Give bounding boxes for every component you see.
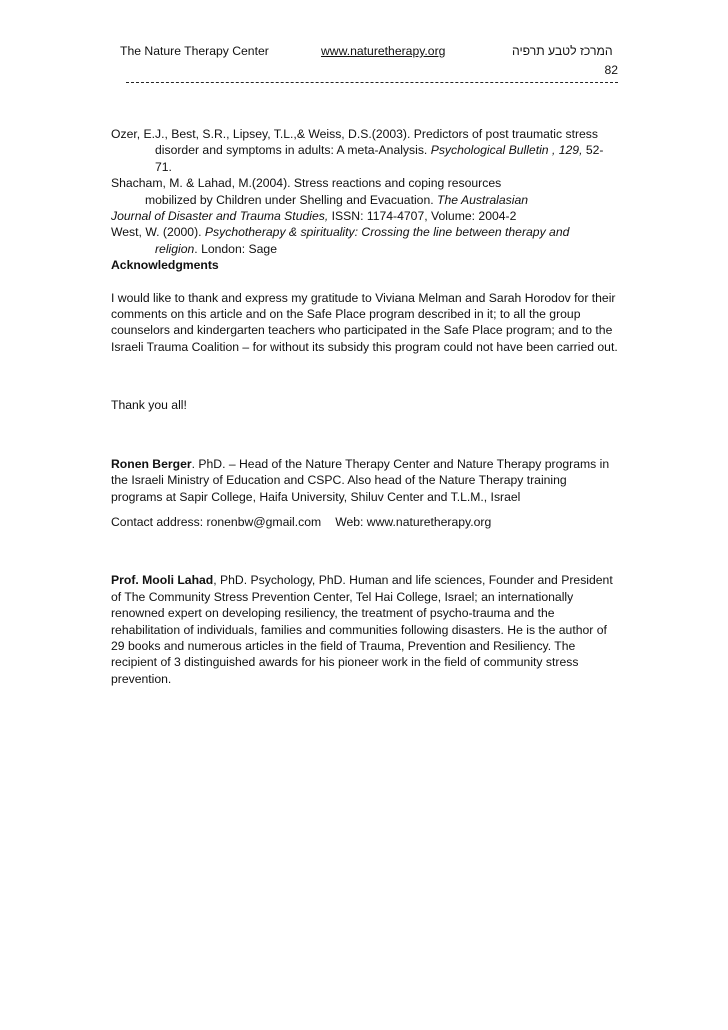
reference-ozer (111, 126, 621, 175)
reference-line: Ozer, E.J., Best, S.R., Lipsey, T.L.,& Weiss, D.S.(2003). Predictors of post traumatic stress (111, 127, 598, 141)
reference-text: . London: Sage (194, 241, 277, 256)
reference-text: ISSN: 1174-4707, Volume: 2004-2 (328, 209, 517, 224)
thanks-line: Thank you all! (111, 398, 187, 413)
reference-text: 52- (582, 143, 604, 158)
header-organization: The Nature Therapy Center (120, 44, 269, 58)
reference-text: West, W. (2000). (111, 225, 205, 240)
author-name: Prof. Mooli Lahad (111, 573, 214, 588)
reference-line (111, 241, 621, 257)
main-content (111, 126, 621, 687)
reference-shacham (111, 175, 621, 224)
author-name: Ronen Berger (111, 456, 192, 471)
author-bio-berger (111, 456, 621, 505)
reference-line: Shacham, M. & Lahad, M.(2004). Stress reactions and coping resources (111, 176, 502, 191)
contact-line (111, 514, 621, 530)
header-divider (126, 82, 618, 83)
contact-email[interactable]: Contact address: ronenbw@gmail.com (111, 514, 322, 529)
header-website-link[interactable]: www.naturetherapy.org (321, 44, 446, 58)
contact-website[interactable]: Web: www.naturetherapy.org (335, 514, 492, 529)
reference-line (111, 224, 621, 240)
header-hebrew-title: המרכז לטבע תרפיה (512, 44, 613, 58)
reference-line (111, 208, 621, 224)
author-bio-text: , PhD. Psychology, PhD. Human and life sciences, Founder and President of The Community Stress Prevention Center, Tel Hai College, Israel; an internationally renowned expert on developing resiliency, the treatment of psycho-trauma and the rehabilitation of individuals, families and communities following disasters. He is the author of 29 books and numerous articles in the field of Trauma, Prevention and Resiliency. The recipient of 3 distinguished awards for his pioneer work in the field of community stress prevention. (111, 573, 613, 686)
page-number: 82 (604, 63, 618, 77)
reference-line: 71. (155, 159, 172, 174)
reference-journal: The Australasian (437, 192, 529, 207)
reference-journal: Journal of Disaster and Trauma Studies, (111, 209, 329, 224)
acknowledgments-heading: Acknowledgments (111, 258, 219, 273)
reference-journal: Psychological Bulletin , 129, (430, 143, 583, 158)
reference-text: mobilized by Children under Shelling and Evacuation. (145, 192, 438, 207)
author-bio-text: . PhD. – Head of the Nature Therapy Center and Nature Therapy programs in the Israeli Ministry of Education and CSPC. Also head of the Nature Therapy training programs at Sapir College, Haifa University, Shiluv Center and T.L.M., Israel (111, 456, 610, 504)
author-bio-lahad (111, 572, 621, 687)
acknowledgments-paragraph: I would like to thank and express my gratitude to Viviana Melman and Sarah Horodov for their comments on this article and on the Safe Place program described in it; to all the group counselors and kindergarten teachers who participated in the Safe Place program; and to the Israeli Trauma Coalition – for without its subsidy this program could not have been carried out. (111, 290, 618, 354)
reference-text: disorder and symptoms in adults: A meta-Analysis. (155, 143, 431, 158)
reference-line (111, 192, 621, 208)
reference-title: religion (155, 241, 195, 256)
reference-west (111, 224, 621, 257)
reference-title: Psychotherapy & spirituality: Crossing the line between therapy and (204, 225, 570, 240)
reference-line (111, 142, 621, 158)
